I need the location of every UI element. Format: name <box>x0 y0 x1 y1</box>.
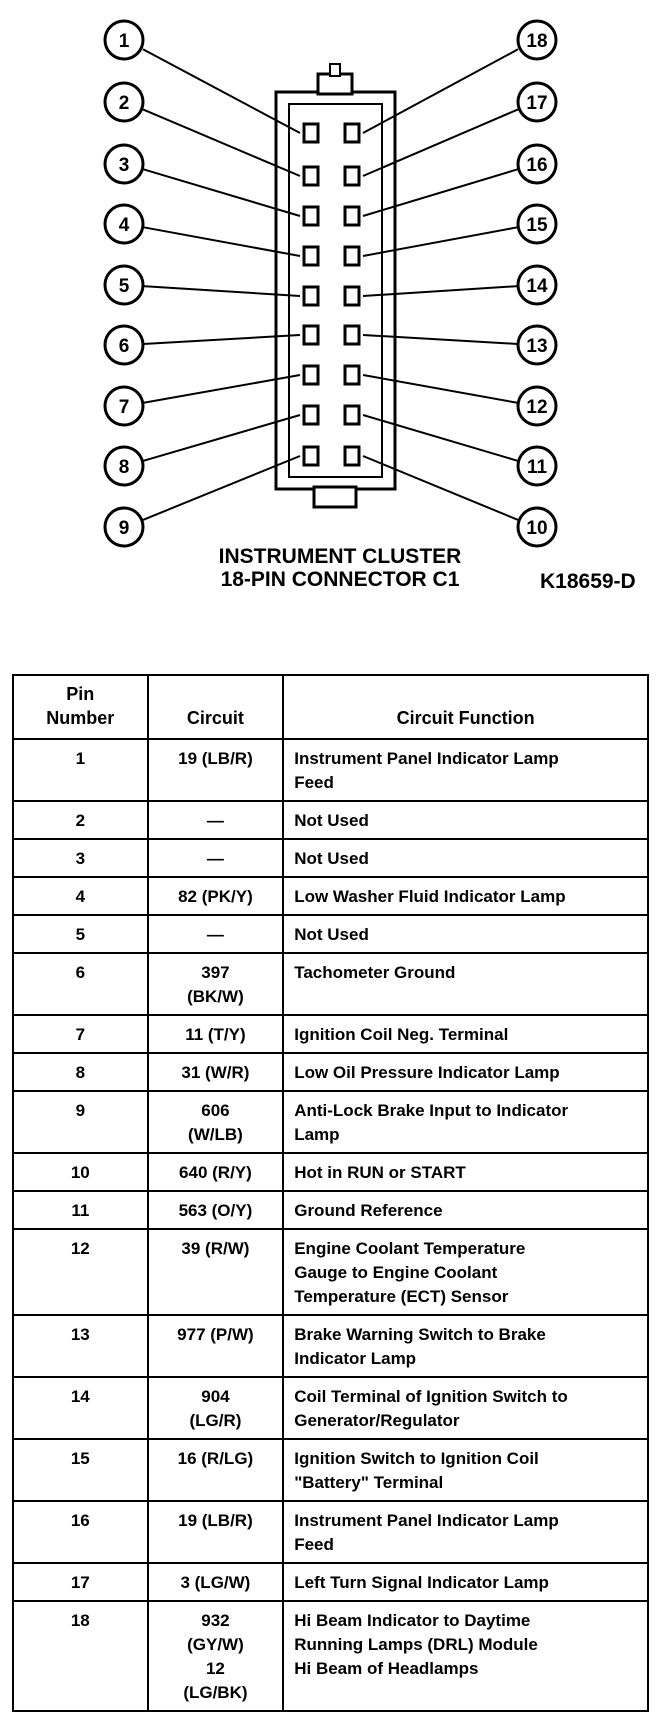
circuit-function-line: Not Used <box>294 925 369 944</box>
circuit-function-line: Ignition Coil Neg. Terminal <box>294 1025 509 1044</box>
circuit-line: (LG/BK) <box>183 1683 248 1702</box>
circuit-cell <box>148 1229 284 1315</box>
circuit-function-line: Left Turn Signal Indicator Lamp <box>294 1573 549 1592</box>
circuit-cell <box>148 1053 284 1091</box>
terminal-slot-left-9 <box>304 447 318 465</box>
terminal-slot-left-3 <box>304 207 318 225</box>
circuit-function-line: Anti-Lock Brake Input to Indicator <box>294 1101 569 1120</box>
circuit-cell <box>148 1191 284 1229</box>
terminal-slot-left-5 <box>304 287 318 305</box>
circuit-function-line: Engine Coolant Temperature <box>294 1239 526 1258</box>
circuit-line: — <box>206 849 224 868</box>
pin-number-cell: 11 <box>13 1191 148 1229</box>
circuit-cell <box>148 1563 284 1601</box>
table-row <box>13 915 648 953</box>
pin-number-cell: 9 <box>13 1091 148 1153</box>
callout-label-pin-9: 9 <box>118 518 130 539</box>
circuit-line: 640 (R/Y) <box>179 1163 252 1182</box>
circuit-function-cell <box>283 1439 648 1501</box>
circuit-line: (W/LB) <box>188 1125 243 1144</box>
connector-latch-tab <box>330 64 340 76</box>
callout-label-pin-8: 8 <box>118 457 130 478</box>
circuit-function-line: "Battery" Terminal <box>294 1473 444 1492</box>
pin-number-cell: 2 <box>13 801 148 839</box>
connector-diagram <box>0 0 672 600</box>
connector-key <box>314 487 356 507</box>
terminal-slot-left-6 <box>304 326 318 344</box>
circuit-function-line: Gauge to Engine Coolant <box>294 1263 498 1282</box>
callout-label-pin-14: 14 <box>526 276 548 297</box>
circuit-function-line: Hot in RUN or START <box>294 1163 466 1182</box>
circuit-cell <box>148 1015 284 1053</box>
terminal-slot-right-2 <box>345 167 359 185</box>
circuit-function-line: Indicator Lamp <box>294 1349 417 1368</box>
callout-label-pin-6: 6 <box>118 336 130 357</box>
terminal-slot-left-1 <box>304 124 318 142</box>
table-row <box>13 1191 648 1229</box>
circuit-function-line: Low Washer Fluid Indicator Lamp <box>294 887 566 906</box>
circuit-function-cell <box>283 1191 648 1229</box>
circuit-cell <box>148 1601 284 1711</box>
circuit-function-line: Low Oil Pressure Indicator Lamp <box>294 1063 560 1082</box>
circuit-line: 16 (R/LG) <box>177 1449 254 1468</box>
circuit-function-line: Instrument Panel Indicator Lamp <box>294 1511 559 1530</box>
table-row <box>13 1229 648 1315</box>
figure-code: K18659-D <box>540 570 636 593</box>
table-row <box>13 877 648 915</box>
circuit-function-cell <box>283 739 648 801</box>
circuit-function-line: Not Used <box>294 811 369 830</box>
circuit-cell <box>148 839 284 877</box>
table-header-row <box>13 675 648 739</box>
pin-number-cell: 5 <box>13 915 148 953</box>
circuit-function-line: Ignition Switch to Ignition Coil <box>294 1449 539 1468</box>
header-circuit: Circuit <box>148 675 284 739</box>
pin-number-cell: 17 <box>13 1563 148 1601</box>
circuit-cell <box>148 801 284 839</box>
caption-line-2: 18-PIN CONNECTOR C1 <box>220 568 460 591</box>
table-row <box>13 1315 648 1377</box>
pin-number-cell: 4 <box>13 877 148 915</box>
circuit-line: 82 (PK/Y) <box>178 887 253 906</box>
circuit-line: — <box>206 925 224 944</box>
circuit-line: 904 <box>201 1387 230 1406</box>
circuit-function-cell <box>283 1601 648 1711</box>
connector-body <box>276 92 395 489</box>
pin-number-cell: 1 <box>13 739 148 801</box>
circuit-cell <box>148 1439 284 1501</box>
table-row <box>13 953 648 1015</box>
diagram-caption <box>160 545 520 591</box>
callout-label-pin-2: 2 <box>118 93 130 114</box>
circuit-cell <box>148 953 284 1015</box>
terminal-slot-left-8 <box>304 406 318 424</box>
circuit-line: 563 (O/Y) <box>178 1201 253 1220</box>
terminal-slot-right-1 <box>345 124 359 142</box>
circuit-function-cell <box>283 1053 648 1091</box>
circuit-line: 19 (LB/R) <box>178 749 253 768</box>
circuit-function-line: Temperature (ECT) Sensor <box>294 1287 509 1306</box>
circuit-line: (BK/W) <box>187 987 244 1006</box>
circuit-line: 39 (R/W) <box>181 1239 250 1258</box>
circuit-line: 932 <box>201 1611 230 1630</box>
callout-label-pin-5: 5 <box>118 276 130 297</box>
circuit-line: 12 <box>205 1659 225 1678</box>
callout-label-pin-17: 17 <box>526 93 548 114</box>
terminal-slot-left-7 <box>304 366 318 384</box>
circuit-function-line: Lamp <box>294 1125 340 1144</box>
table-row <box>13 1377 648 1439</box>
callout-label-pin-13: 13 <box>526 336 548 357</box>
circuit-line: 19 (LB/R) <box>178 1511 253 1530</box>
callout-label-pin-3: 3 <box>118 155 130 176</box>
circuit-line: 977 (P/W) <box>177 1325 254 1344</box>
table-row <box>13 1601 648 1711</box>
pin-number-cell: 16 <box>13 1501 148 1563</box>
table-row <box>13 1439 648 1501</box>
circuit-function-cell <box>283 1315 648 1377</box>
pin-number-cell: 8 <box>13 1053 148 1091</box>
header-circuit-function: Circuit Function <box>283 675 648 739</box>
circuit-function-line: Tachometer Ground <box>294 963 456 982</box>
circuit-function-line: Brake Warning Switch to Brake <box>294 1325 546 1344</box>
callout-label-pin-10: 10 <box>526 518 548 539</box>
circuit-line: 606 <box>201 1101 230 1120</box>
callout-label-pin-12: 12 <box>526 397 548 418</box>
circuit-cell <box>148 1091 284 1153</box>
circuit-cell <box>148 1377 284 1439</box>
circuit-line: 31 (W/R) <box>181 1063 250 1082</box>
circuit-function-cell <box>283 1229 648 1315</box>
circuit-function-cell <box>283 1091 648 1153</box>
circuit-cell <box>148 1153 284 1191</box>
callout-label-pin-18: 18 <box>526 31 548 52</box>
circuit-cell <box>148 1315 284 1377</box>
table-row <box>13 1153 648 1191</box>
table-row <box>13 1563 648 1601</box>
header-pin-line1: Pin <box>66 684 95 704</box>
circuit-function-line: Coil Terminal of Ignition Switch to <box>294 1387 568 1406</box>
circuit-function-cell <box>283 839 648 877</box>
circuit-function-cell <box>283 1015 648 1053</box>
circuit-function-cell <box>283 1153 648 1191</box>
circuit-function-line: Instrument Panel Indicator Lamp <box>294 749 559 768</box>
circuit-function-cell <box>283 953 648 1015</box>
circuit-line: 397 <box>201 963 230 982</box>
circuit-function-cell <box>283 801 648 839</box>
header-pin-number <box>13 675 148 739</box>
terminal-slot-left-2 <box>304 167 318 185</box>
pin-number-cell: 12 <box>13 1229 148 1315</box>
pin-number-cell: 3 <box>13 839 148 877</box>
callout-label-pin-4: 4 <box>118 215 130 236</box>
terminal-slot-left-4 <box>304 247 318 265</box>
circuit-line: 11 (T/Y) <box>185 1025 246 1044</box>
circuit-line: 3 (LG/W) <box>180 1573 251 1592</box>
circuit-function-cell <box>283 877 648 915</box>
circuit-function-line: Not Used <box>294 849 369 868</box>
pin-number-cell: 18 <box>13 1601 148 1711</box>
terminal-slot-right-9 <box>345 447 359 465</box>
pin-number-cell: 6 <box>13 953 148 1015</box>
circuit-cell <box>148 1501 284 1563</box>
circuit-function-line: Running Lamps (DRL) Module <box>294 1635 538 1654</box>
table-body <box>13 739 648 1711</box>
table-row <box>13 801 648 839</box>
circuit-function-cell <box>283 915 648 953</box>
pin-number-cell: 13 <box>13 1315 148 1377</box>
terminal-slot-right-4 <box>345 247 359 265</box>
callout-label-pin-7: 7 <box>118 397 130 418</box>
terminal-slot-right-6 <box>345 326 359 344</box>
terminal-slot-right-7 <box>345 366 359 384</box>
table-row <box>13 839 648 877</box>
circuit-cell <box>148 877 284 915</box>
circuit-function-cell <box>283 1563 648 1601</box>
circuit-cell <box>148 915 284 953</box>
circuit-function-line: Feed <box>294 1535 334 1554</box>
circuit-function-line: Ground Reference <box>294 1201 443 1220</box>
circuit-line: (GY/W) <box>187 1635 244 1654</box>
circuit-function-line: Hi Beam Indicator to Daytime <box>294 1611 531 1630</box>
circuit-line: — <box>206 811 224 830</box>
terminal-slot-right-3 <box>345 207 359 225</box>
circuit-line: (LG/R) <box>189 1411 242 1430</box>
circuit-function-cell <box>283 1377 648 1439</box>
table-row <box>13 1053 648 1091</box>
circuit-function-cell <box>283 1501 648 1563</box>
terminal-slot-right-5 <box>345 287 359 305</box>
caption-line-1: INSTRUMENT CLUSTER <box>218 545 462 568</box>
table-row <box>13 1015 648 1053</box>
callout-label-pin-1: 1 <box>118 31 130 52</box>
pin-number-cell: 15 <box>13 1439 148 1501</box>
pin-number-cell: 7 <box>13 1015 148 1053</box>
callout-label-pin-16: 16 <box>526 155 548 176</box>
pin-table <box>12 674 649 1712</box>
circuit-cell <box>148 739 284 801</box>
pin-number-cell: 10 <box>13 1153 148 1191</box>
terminal-slot-right-8 <box>345 406 359 424</box>
circuit-function-line: Hi Beam of Headlamps <box>294 1659 479 1678</box>
table-row <box>13 1501 648 1563</box>
callout-label-pin-15: 15 <box>526 215 548 236</box>
circuit-function-line: Feed <box>294 773 334 792</box>
table-row <box>13 1091 648 1153</box>
table-row <box>13 739 648 801</box>
pin-number-cell: 14 <box>13 1377 148 1439</box>
header-pin-line2: Number <box>46 708 115 728</box>
circuit-function-line: Generator/Regulator <box>294 1411 460 1430</box>
callout-label-pin-11: 11 <box>526 457 548 478</box>
